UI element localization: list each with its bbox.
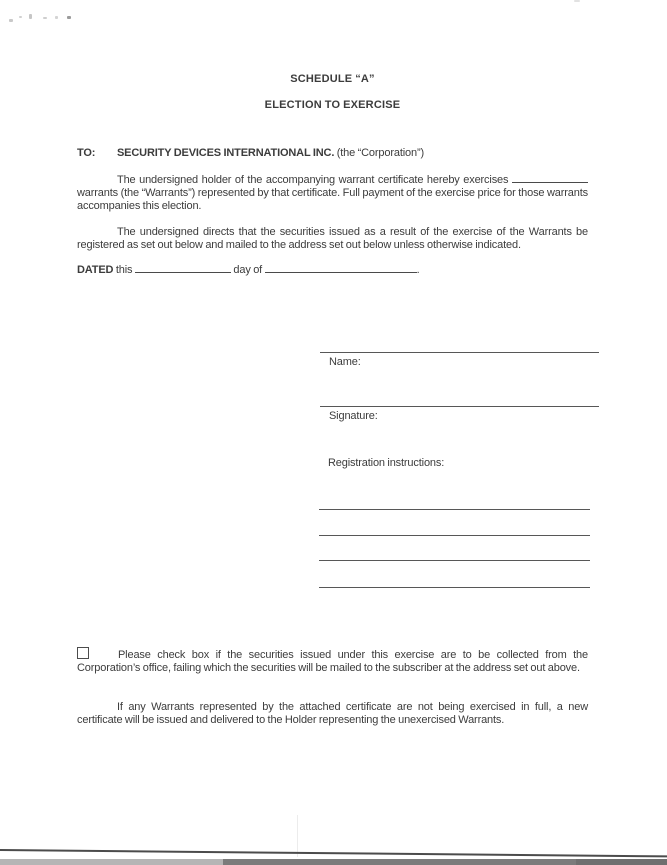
dated-day-of: day of xyxy=(233,264,263,276)
registration-rule-line[interactable] xyxy=(319,560,590,561)
dated-period: . xyxy=(416,264,420,276)
signature-label: Signature: xyxy=(329,410,378,422)
election-subtitle: ELECTION TO EXERCISE xyxy=(264,99,401,111)
dated-label: DATED xyxy=(77,264,114,276)
registration-label: Registration instructions: xyxy=(328,457,445,469)
warrants-count-blank[interactable] xyxy=(512,172,588,183)
name-field-line[interactable] xyxy=(320,352,599,369)
scan-speck xyxy=(9,19,13,22)
scan-speck xyxy=(43,17,47,19)
signature-field-line[interactable] xyxy=(320,406,599,423)
collect-securities-checkbox[interactable] xyxy=(77,647,89,659)
company-name: SECURITY DEVICES INTERNATIONAL INC. xyxy=(117,147,335,159)
scan-artifact-line xyxy=(297,815,298,857)
company-suffix: (the “Corporation”) xyxy=(336,147,424,159)
scan-speck xyxy=(67,16,71,19)
scan-edge-line xyxy=(0,849,667,857)
scan-bar-segment xyxy=(0,859,223,865)
scan-bottom-bar xyxy=(0,859,667,865)
page-subtitle xyxy=(77,99,588,112)
dated-line xyxy=(77,262,588,277)
registration-rule-line[interactable] xyxy=(319,535,590,536)
registration-rule-line[interactable] xyxy=(319,587,590,588)
paragraph1-before-blank: The undersigned holder of the accompanying warrant certificate hereby exercises xyxy=(117,174,509,186)
paragraph-unexercised xyxy=(77,701,588,727)
name-label: Name: xyxy=(329,356,361,368)
scan-bar-segment xyxy=(576,859,667,865)
to-label: TO: xyxy=(77,147,96,159)
month-blank[interactable] xyxy=(265,262,417,273)
page-title xyxy=(77,73,588,86)
dated-this: this xyxy=(115,264,133,276)
day-blank[interactable] xyxy=(135,262,231,273)
scan-speck xyxy=(574,0,580,2)
schedule-title: SCHEDULE “A” xyxy=(290,73,375,85)
paragraph1-after-blank: warrants (the “Warrants”) represented by that certificate. Full payment of the exercise price for those warrants accompanies this election. xyxy=(77,187,588,212)
scan-speck xyxy=(55,16,58,19)
checkbox-paragraph-text: Please check box if the securities issued under this exercise are to be collected from the Corporation’s office, failing which the securities will be mailed to the subscriber at the address set out above. xyxy=(77,649,588,674)
paragraph2-text: The undersigned directs that the securities issued as a result of the exercise of the Warrants be registered as set out below and mailed to the address set out below unless otherwise indicated. xyxy=(77,226,588,251)
paragraph-exercise xyxy=(77,172,588,213)
registration-instructions xyxy=(328,457,444,470)
addressee-line xyxy=(77,147,588,160)
final-paragraph-text: If any Warrants represented by the attached certificate are not being exercised in full, a new certificate will be issued and delivered to the Holder representing the unexercised Warrants. xyxy=(77,701,588,726)
paragraph-registration xyxy=(77,226,588,252)
scan-speck xyxy=(19,16,22,18)
collection-option xyxy=(77,647,588,675)
scan-bar-segment xyxy=(223,859,576,865)
scan-speck xyxy=(29,14,32,19)
registration-rule-line[interactable] xyxy=(319,509,590,510)
